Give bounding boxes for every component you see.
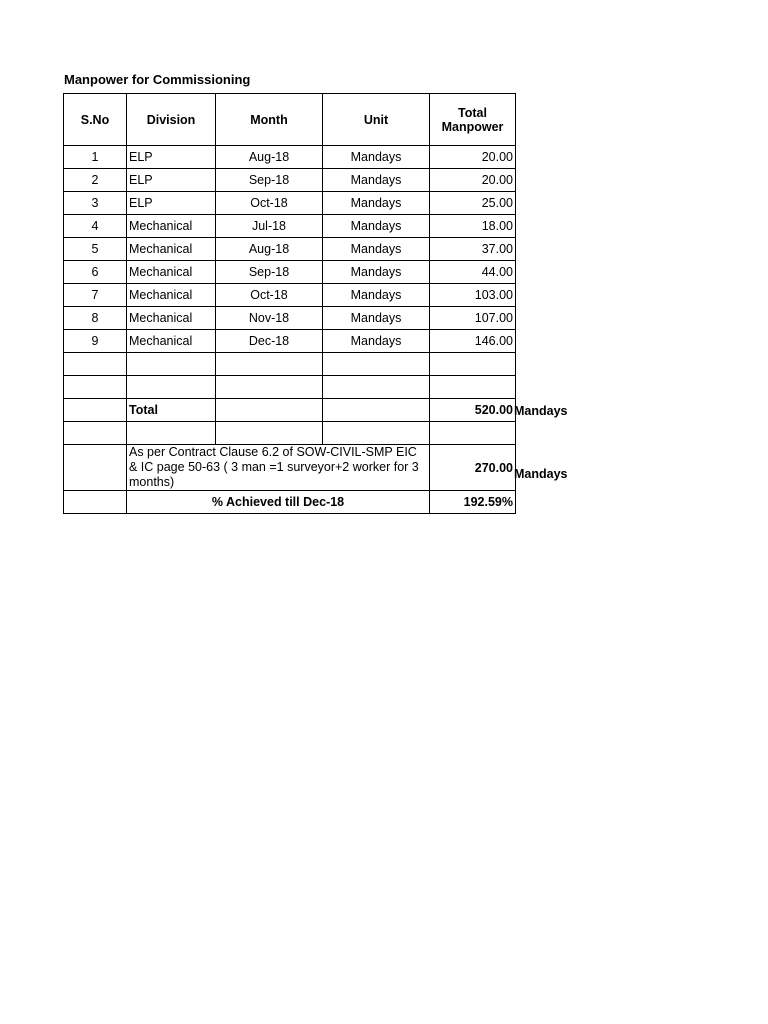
row-unit: Mandays — [323, 169, 430, 192]
header-total-manpower: Total Manpower — [430, 94, 516, 146]
total-row — [64, 399, 516, 422]
table-row — [64, 261, 516, 284]
header-month: Month — [216, 94, 323, 146]
contract-row — [64, 445, 516, 491]
header-row — [64, 94, 516, 146]
header-sno: S.No — [64, 94, 127, 146]
blank-row — [64, 376, 516, 399]
row-division: Mechanical — [127, 330, 216, 353]
table-row — [64, 238, 516, 261]
row-month: Oct-18 — [216, 284, 323, 307]
row-unit: Mandays — [323, 238, 430, 261]
row-total-manpower: 18.00 — [430, 215, 516, 238]
achieved-value: 192.59% — [430, 491, 516, 514]
row-sno: 8 — [64, 307, 127, 330]
table-row — [64, 146, 516, 169]
header-division: Division — [127, 94, 216, 146]
contract-text: As per Contract Clause 6.2 of SOW-CIVIL-SMP EIC & IC page 50-63 ( 3 man =1 surveyor+2 worker for 3 months) — [127, 445, 430, 491]
total-unit-label: Mandays — [514, 404, 568, 418]
row-sno: 2 — [64, 169, 127, 192]
row-unit: Mandays — [323, 146, 430, 169]
row-division: ELP — [127, 169, 216, 192]
blank-row — [64, 422, 516, 445]
row-total-manpower: 20.00 — [430, 146, 516, 169]
row-month: Oct-18 — [216, 192, 323, 215]
row-division: ELP — [127, 192, 216, 215]
row-sno: 1 — [64, 146, 127, 169]
row-division: Mechanical — [127, 238, 216, 261]
total-value: 520.00 — [430, 399, 516, 422]
contract-value: 270.00 — [430, 445, 516, 491]
row-month: Sep-18 — [216, 169, 323, 192]
achieved-label: % Achieved till Dec-18 — [127, 491, 430, 514]
row-sno: 3 — [64, 192, 127, 215]
row-unit: Mandays — [323, 261, 430, 284]
row-division: Mechanical — [127, 307, 216, 330]
table-row — [64, 192, 516, 215]
table-row — [64, 169, 516, 192]
row-sno: 7 — [64, 284, 127, 307]
row-sno: 4 — [64, 215, 127, 238]
achieved-row — [64, 491, 516, 514]
row-sno: 9 — [64, 330, 127, 353]
row-month: Dec-18 — [216, 330, 323, 353]
row-total-manpower: 37.00 — [430, 238, 516, 261]
row-total-manpower: 107.00 — [430, 307, 516, 330]
row-month: Jul-18 — [216, 215, 323, 238]
row-unit: Mandays — [323, 192, 430, 215]
row-total-manpower: 146.00 — [430, 330, 516, 353]
row-total-manpower: 103.00 — [430, 284, 516, 307]
sheet-title: Manpower for Commissioning — [64, 72, 251, 87]
row-total-manpower: 25.00 — [430, 192, 516, 215]
manpower-table — [63, 93, 516, 514]
table-row — [64, 284, 516, 307]
row-total-manpower: 44.00 — [430, 261, 516, 284]
row-division: ELP — [127, 146, 216, 169]
row-unit: Mandays — [323, 330, 430, 353]
row-division: Mechanical — [127, 284, 216, 307]
row-month: Aug-18 — [216, 238, 323, 261]
row-division: Mechanical — [127, 215, 216, 238]
contract-unit-label: Mandays — [514, 467, 568, 481]
header-unit: Unit — [323, 94, 430, 146]
table-row — [64, 330, 516, 353]
row-unit: Mandays — [323, 307, 430, 330]
row-month: Sep-18 — [216, 261, 323, 284]
row-division: Mechanical — [127, 261, 216, 284]
blank-row — [64, 353, 516, 376]
row-sno: 6 — [64, 261, 127, 284]
total-label: Total — [127, 399, 216, 422]
row-month: Aug-18 — [216, 146, 323, 169]
row-unit: Mandays — [323, 215, 430, 238]
row-sno: 5 — [64, 238, 127, 261]
table-row — [64, 215, 516, 238]
row-total-manpower: 20.00 — [430, 169, 516, 192]
row-unit: Mandays — [323, 284, 430, 307]
table-row — [64, 307, 516, 330]
row-month: Nov-18 — [216, 307, 323, 330]
